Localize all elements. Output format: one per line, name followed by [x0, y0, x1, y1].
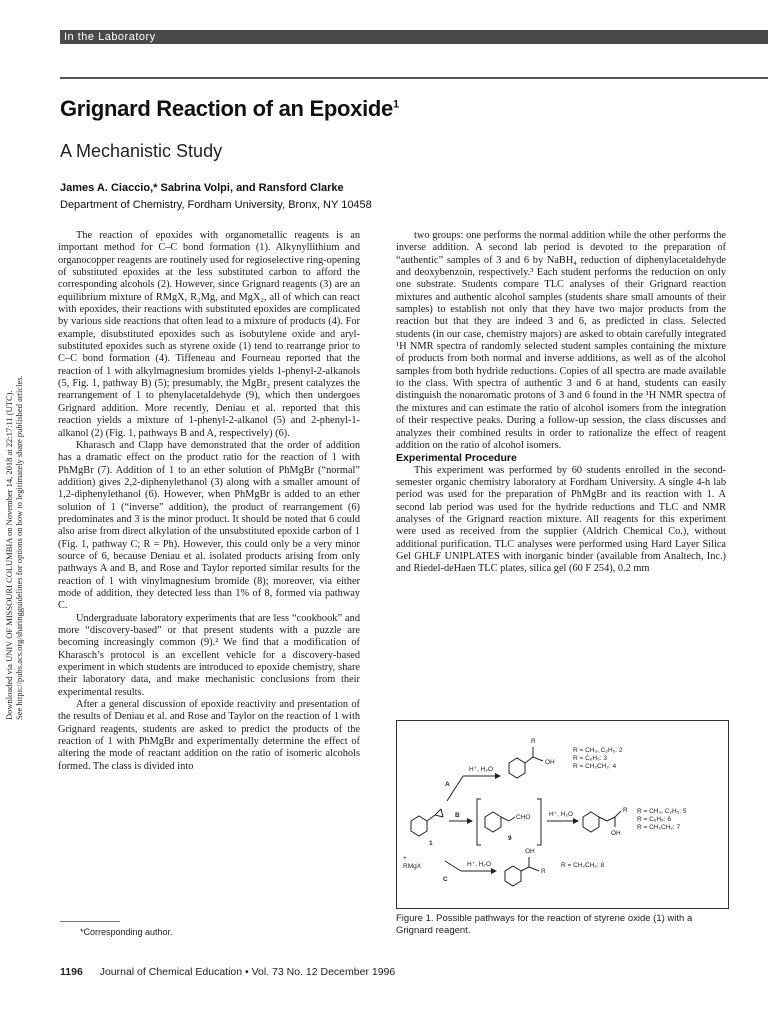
- download-notice-line2: See https://pubs.acs.org/sharingguidelines for options on how to legitimately share published articles.: [14, 375, 24, 720]
- page-footer: [60, 966, 395, 978]
- paragraph: two groups: one performs the normal addition while the other performs the inverse addition. A second lab period is devoted to the preparation of “authentic” samples of 3 and 6 by NaBH₄ reduction of diphenylacetaldehyde and deoxybenzoin, respectively.³ Each student performs the reduction on only one substrate. Students compare TLC analyses of their Grignard reaction mixtures and authentic alcohol samples (students share small amounts of their samples) to establish not only that they have two major products from the reaction but that they are indeed 3 and 6, as predicted in class. Selected students (in our case, chemistry majors) are asked to obtain carefully integrated ¹H NMR spectra of randomly selected student samples containing the mixture of products from both normal and inverse additions, as well as of the alcohol samples from both hydride reductions. Copies of all spectra are made available to the class. With spectra of authentic 3 and 6 at hand, students can easily distinguish the nonaromatic protons of 3 and 6 found in the ¹H NMR spectra of the mixtures and can estimate the ratio of alcohol isomers from the integration of their respective peaks. During a follow-up session, the class discusses and analyzes their combined results in order to rationalize the effect of reagent addition on the ratio of alcohol isomers.: [396, 230, 726, 451]
- oh-label: OH: [545, 759, 555, 766]
- page-number: 1196: [60, 966, 83, 978]
- authors: James A. Ciaccio,* Sabrina Volpi, and Ransford Clarke: [60, 182, 344, 194]
- paragraph: The reaction of epoxides with organometallic reagents is an important method for C–C bond formation (1). Alkynyllithium and organocopper reagents are routinely used for regioselective ring-opening of substituted epoxides at the less substituted carbon to afford the corresponding alcohols (2). However, since Grignard reagents (3) are an equilibrium mixture of RMgX, R₂Mg, and MgX₂, all of which can react with epoxides, their reactions with substituted epoxides are complicated by various side reactions that often lead to a mixture of products (4). For example, disubstituted epoxides such as isobutylene oxide and aryl-substituted epoxides such as styrene oxide (1) tend to rearrange prior to C–C bond formation (4). Tiffeneau and Fourneau reported that the reaction of 1 with alkylmagnesium bromides yields 1-phenyl-2-alkanols (5, Fig. 1, pathway B) (5); presumably, the MgBr₂ present catalyzes the rearrangement of 1 to phenylacetaldehyde (9), which then undergoes Grignard addition. More recently, Deniau et al. reported that this reaction yields a mixture of 1-phenyl-2-alkanol (5) and 2-phenyl-1-alkanol (2) (Fig. 1, pathways B and A, respectively) (6).: [58, 230, 360, 439]
- footnote: *Corresponding author.: [80, 927, 173, 937]
- reagent-label: H⁺, H₂O: [467, 861, 492, 868]
- reagent-label: H⁺, H₂O: [549, 811, 574, 818]
- product-a-line: R = CH₃, C₂H₅: 2: [573, 747, 623, 754]
- pathway-a-arrow: [447, 776, 463, 801]
- product-b-line: R = CH₂CH₂: 7: [637, 824, 681, 831]
- paragraph: Undergraduate laboratory experiments that are less “cookbook” and more “discovery-based” or that present students with a puzzle are becoming increasingly common (9).² We find that a modification of Kharasch’s protocol is an excellent vehicle for a discovery-based experiment in which students are introduced to epoxide chemistry, share their laboratory data, and make mechanistic conclusions from their experimental results.: [58, 612, 360, 698]
- rmgx-reagent: RMgX: [403, 863, 422, 870]
- oh-label: OH: [525, 848, 535, 855]
- arrowhead: [573, 818, 579, 824]
- article-subtitle: A Mechanistic Study: [60, 141, 223, 161]
- product-b-structure: [583, 811, 621, 832]
- column-right: [396, 230, 726, 576]
- figure-1-scheme: [396, 720, 729, 909]
- footnote-rule: [60, 921, 120, 922]
- pathway-c-label: C: [443, 876, 448, 883]
- paragraph: This experiment was performed by 60 students enrolled in the second-semester organic chemistry laboratory at Fordham University. A single 4-h lab period was used for the preparation of PhMgBr and its reaction with 1. A second lab period was used for the hydride reductions and TLC and NMR analyses of the Grignard reaction mixture. All reagents for this experiment were used as received from the supplier (Aldrich Chemical Co.), without additional purification. TLC analyses were performed using Hard Layer Silica Gel GHLF UNIPLATES with inorganic binder (available from Analtech, Inc.) and Riedel-deHaen TLC plates, silica gel (60 F 254), 0.2 mm: [396, 464, 726, 575]
- journal-citation: Journal of Chemical Education • Vol. 73 No. 12 December 1996: [99, 966, 396, 978]
- arrowhead: [467, 818, 473, 824]
- oh-label: OH: [611, 830, 621, 837]
- arrowhead: [491, 868, 497, 874]
- pathway-b-label: B: [455, 812, 460, 819]
- r-group-label: R: [531, 738, 536, 745]
- product-c-structure: [505, 857, 539, 886]
- download-notice-line1: Downloaded via UNIV OF MISSOURI COLUMBIA on November 14, 2018 at 22:17:11 (UTC).: [4, 390, 14, 720]
- reaction-scheme: [397, 721, 728, 908]
- product-a-line: R = CH₂CH₂: 4: [573, 763, 617, 770]
- affiliation: Department of Chemistry, Fordham University, Bronx, NY 10458: [60, 199, 372, 211]
- pathway-c-arrow: [445, 861, 461, 871]
- arrowhead: [495, 773, 501, 779]
- section-heading: Experimental Procedure: [396, 452, 517, 465]
- cho-label: CHO: [516, 814, 531, 821]
- figure-caption: Figure 1. Possible pathways for the reaction of styrene oxide (1) with a Grignard reagent.: [396, 913, 693, 936]
- title-footnote-mark: 1: [392, 98, 399, 111]
- product-b-line: R = CH₃, C₂H₅: 5: [637, 808, 687, 815]
- header-rule: [60, 77, 768, 79]
- pathway-a-label: A: [445, 781, 450, 788]
- section-bar: [60, 30, 768, 44]
- compound-1-label: 1: [429, 840, 433, 847]
- column-left: [58, 230, 360, 773]
- product-c-line: R = CH₂CH₂: 8: [561, 862, 605, 869]
- section-label: In the Laboratory: [64, 31, 156, 43]
- reagent-label: H⁺, H₂O: [469, 766, 494, 773]
- plus-sign: +: [403, 855, 407, 862]
- paragraph: After a general discussion of epoxide reactivity and presentation of the results of Deniau et al. and Rose and Taylor on the reaction of 1 with Grignard reagents, students are asked to predict the products of the reaction of 1 with PhMgBr and experimentally determine the effect of altering the mode of reactant addition on the ratio of isomeric alcohols formed. The class is divided into: [58, 699, 360, 772]
- product-a-structure: [509, 747, 543, 778]
- r-group-label: R: [623, 807, 628, 814]
- product-b-line: R = C₆H₅: 6: [637, 816, 671, 823]
- paragraph: Kharasch and Clapp have demonstrated that the order of addition has a dramatic effect on the product ratio for the reaction of 1 with PhMgBr (7). Addition of 1 to an ether solution of PhMgBr (“normal” addition) gives 2,2-diphenylethanol (3) along with a smaller amount of 1,2-diphenylethanol (6). However, when PhMgBr is added to an ether solution of 1 (“inverse” addition), the product of rearrangement (6) predominates and 3 is the minor product. It should be noted that 6 could also arise from direct alkylation of the unsubstituted epoxide carbon of 1 (Fig. 1, pathway C; R = Ph). However, this could only be a very minor source of 6, because Deniau et al. isolated products arising from only pathways A and B, and Rose and Taylor reported similar results for the reaction of 1 with vinylmagnesium bromide (8); moreover, via either mode of addition, they detected less than 1% of 8, formed via pathway C.: [58, 439, 360, 612]
- product-a-line: R = C₆H₅: 3: [573, 755, 607, 762]
- styrene-oxide-structure: [411, 809, 443, 836]
- download-notice: [4, 300, 24, 720]
- r-group-label: R: [541, 868, 546, 875]
- compound-9-label: 9: [508, 835, 512, 842]
- article-title: Grignard Reaction of an Epoxide$^1$: [60, 96, 399, 121]
